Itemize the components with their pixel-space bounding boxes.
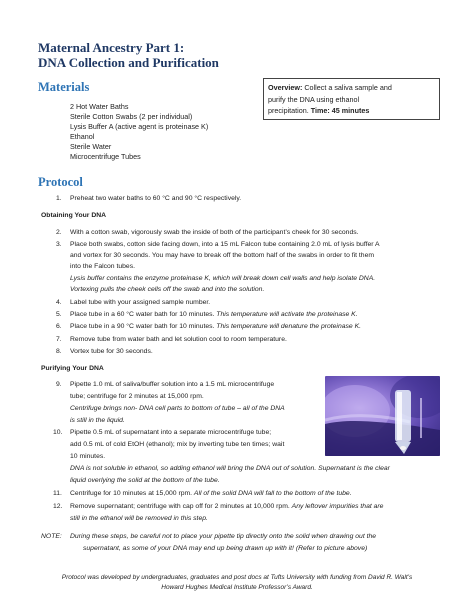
footer-line1: Protocol was developed by undergraduates, graduates and post docs at Tufts University with funding from David R. Walt’s — [61, 574, 413, 581]
step-3-note1-text: Lysis buffer contains the enzyme proteinase K, which will break down cell walls and help isolate DNA. — [70, 275, 376, 282]
step-number: 6. — [56, 323, 62, 330]
step-11-note: All of the solid DNA will fall to the bottom of the tube. — [193, 490, 352, 497]
step-3-note2 — [70, 285, 264, 295]
step-number: 8. — [56, 348, 62, 355]
step-7-text: Remove tube from water bath and let solution cool to room temperature. — [70, 336, 287, 343]
step-10-line1: Pipette 0.5 mL of supernatant into a separate microcentrifuge tube; — [70, 429, 272, 436]
step-12-line1 — [70, 502, 383, 512]
page-title-line1: Maternal Ancestry Part 1: — [38, 40, 185, 55]
step-2-text: With a cotton swab, vigorously swab the inside of both of the participant’s cheek for 30 seconds. — [70, 229, 359, 236]
step-11-main: Centrifuge for 10 minutes at 15,000 rpm. — [70, 490, 194, 497]
note-line2 — [83, 544, 367, 554]
subheading-purifying: Purifying Your DNA — [41, 365, 104, 372]
list-item: Microcentrifuge Tubes — [70, 152, 141, 161]
step-6-text — [70, 322, 361, 332]
page-title-line2: DNA Collection and Purification — [38, 55, 219, 70]
step-number: 11. — [53, 490, 62, 497]
step-8-text: Vortex tube for 30 seconds. — [70, 348, 153, 355]
step-number: 7. — [56, 336, 62, 343]
step-12-line2 — [70, 514, 208, 524]
overview-line3: precipitation. — [268, 106, 309, 115]
step-11-text — [70, 489, 352, 499]
note-label — [41, 532, 62, 542]
step-1-text: Preheat two water baths to 60 °C and 90 °C respectively. — [70, 195, 242, 202]
step-number: 1. — [56, 195, 62, 202]
pipette-tube-illustration — [325, 376, 440, 456]
step-4-text: Label tube with your assigned sample number. — [70, 299, 211, 306]
step-10-line2: add 0.5 mL of cold EtOH (ethanol); mix by inverting tube ten times; wait — [70, 441, 285, 448]
overview-time: Time: 45 minutes — [310, 106, 370, 115]
step-6-note: This temperature will denature the proteinase K. — [216, 323, 361, 330]
step-10-line3: 10 minutes. — [70, 453, 106, 460]
step-10-note2-text: liquid overlying the solid at the bottom of the tube. — [70, 477, 220, 484]
step-9-note1-text: Centrifuge brings non- DNA cell parts to bottom of tube – all of the DNA — [70, 405, 285, 412]
step-number: 9. — [56, 381, 62, 388]
note-line1-text: During these steps, be careful not to place your pipette tip directly onto the solid when drawing out the — [70, 533, 377, 540]
pipette-tube-photo — [325, 376, 440, 456]
step-number: 4. — [56, 299, 62, 306]
step-9-note2-text: is still in the liquid. — [70, 417, 125, 424]
note-line1 — [70, 532, 376, 542]
step-number: 2. — [56, 229, 62, 236]
step-5-main: Place tube in a 60 °C water bath for 10 minutes. — [70, 311, 217, 318]
list-item: Sterile Cotton Swabs (2 per individual) — [70, 112, 193, 121]
list-item: 2 Hot Water Baths — [70, 102, 129, 111]
step-number: 12. — [53, 503, 63, 510]
footer-line2: Howard Hughes Medical Institute Professor’s Award. — [161, 583, 313, 591]
step-3-line1: Place both swabs, cotton side facing down, into a 15 mL Falcon tube containing 2.0 mL of lysis buffer A — [70, 241, 380, 248]
overview-label: Overview: — [268, 83, 303, 92]
step-3-note1 — [70, 274, 375, 284]
step-12-note2: still in the ethanol will be removed in this step. — [70, 515, 208, 522]
step-10-note2 — [70, 476, 220, 486]
step-3-line2: and vortex for 30 seconds. You may have to break off the bottom half of the swabs in order to fit them — [70, 252, 375, 259]
step-6-main: Place tube in a 90 °C water bath for 10 minutes. — [70, 323, 217, 330]
step-5-note: This temperature will activate the proteinase K. — [216, 311, 358, 318]
step-9-note2 — [70, 416, 125, 426]
step-9-line1: Pipette 1.0 mL of saliva/buffer solution into a 1.5 mL microcentrifuge — [70, 381, 275, 388]
step-9-note1 — [70, 404, 285, 414]
step-12-note1: Any leftover impurities that are — [291, 503, 384, 510]
step-number: 3. — [56, 241, 62, 248]
materials-heading: Materials — [38, 80, 90, 94]
protocol-heading: Protocol — [38, 175, 83, 189]
overview-box — [263, 78, 440, 120]
step-12-main: Remove supernatant; centrifuge with cap off for 2 minutes at 10,000 rpm. — [70, 503, 292, 510]
step-number: 10. — [53, 429, 63, 436]
subheading-obtaining: Obtaining Your DNA — [41, 212, 107, 219]
step-5-text — [70, 310, 358, 320]
step-number: 5. — [56, 311, 62, 318]
step-3-line3: into the Falcon tubes. — [70, 263, 135, 270]
list-item: Ethanol — [70, 132, 95, 141]
materials-list — [70, 102, 208, 162]
footer — [30, 573, 444, 592]
step-3-note2-text: Vortexing pulls the cheek cells off the swab and into the solution. — [70, 286, 265, 293]
list-item: Lysis Buffer A (active agent is proteinase K) — [70, 122, 209, 131]
note-line2-text: supernatant, as some of your DNA may end up being drawn up with it! (Refer to picture above) — [83, 545, 368, 552]
overview-line1: Collect a saliva sample and — [302, 83, 392, 92]
list-item: Sterile Water — [70, 142, 112, 151]
note-label-text: NOTE: — [41, 533, 62, 540]
step-10-note1-text: DNA is not soluble in ethanol, so adding ethanol will bring the DNA out of solution. Supernatant is the clear — [70, 465, 390, 472]
step-9-line2: tube; centrifuge for 2 minutes at 15,000 rpm. — [70, 393, 204, 400]
overview-line2: purify the DNA using ethanol — [268, 94, 360, 104]
page-title — [38, 40, 338, 70]
step-10-note1 — [70, 464, 390, 474]
